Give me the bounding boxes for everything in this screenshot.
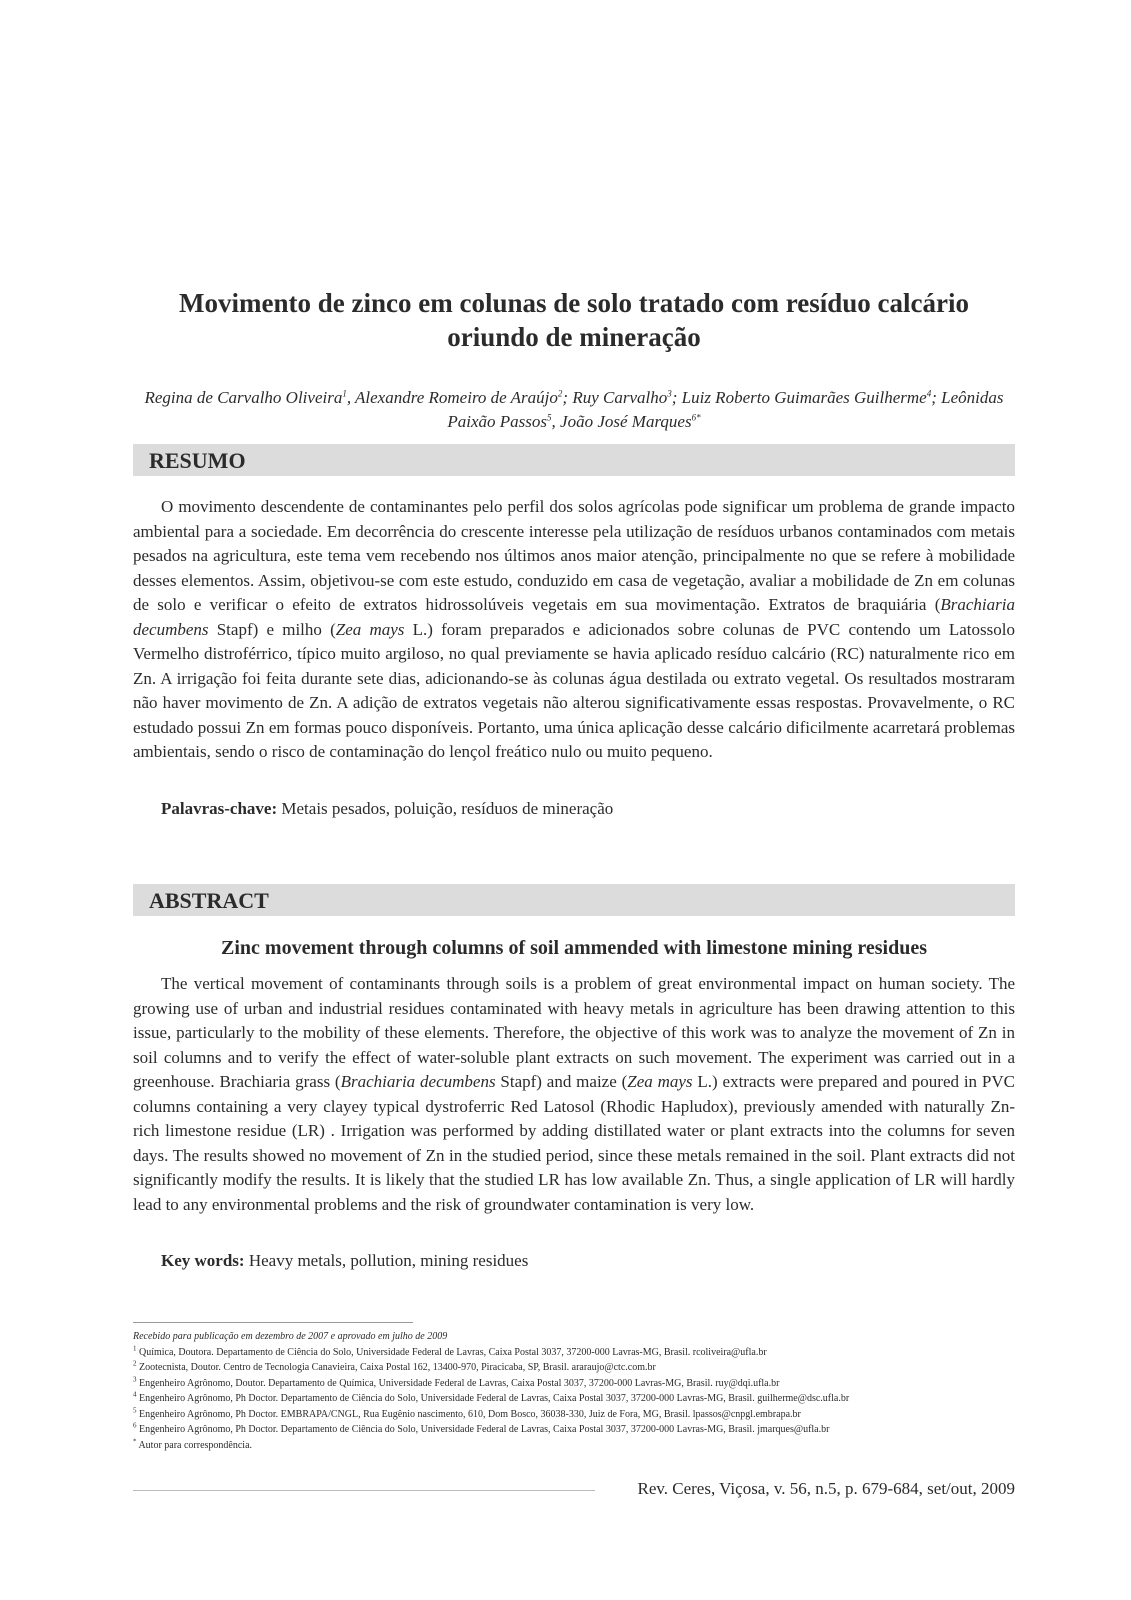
species-name: Zea mays: [627, 1072, 693, 1091]
title-line-1: Movimento de zinco em colunas de solo tratado com resíduo calcário: [179, 288, 969, 318]
abstract-heading: ABSTRACT: [149, 888, 269, 913]
keywords-label: Palavras-chave:: [161, 799, 278, 818]
species-name: Brachiaria decumbens: [133, 595, 1015, 639]
paper-title: [133, 286, 1015, 354]
received-note: Recebido para publicação em dezembro de 2007 e aprovado em julho de 2009: [133, 1331, 448, 1342]
author-mark: 3: [667, 388, 672, 399]
author-mark: 2: [557, 388, 563, 399]
abstract-body: The vertical movement of contaminants through soils is a problem of great environmental impact on human society. The growing use of urban and industrial residues contaminated with heavy metals in agriculture has been drawing attention to this issue, particularly to the mobility of these elements. Therefore, the objective of this work was to analyze the movement of Zn in soil columns and to verify the effect of water-soluble plant extracts on such movement. The experiment was carried out in a greenhouse. Brachiaria grass (Brachiaria decumbens Stapf) and maize (Zea mays L.) extracts were prepared and poured in PVC columns containing a very clayey typical dystroferric Red Latosol (Rhodic Hapludox), previously amended with naturally Zn-rich limestone residue (LR) . Irrigation was performed by adding distillated water or plant extracts into the columns for seven days. The results showed no movement of Zn in the studied period, since these metals remained in the soil. Plant extracts did not significantly modify the results. It is likely that the studied LR has low available Zn. Thus, a single application of LR will hardly lead to any environmental problems and the risk of groundwater contamination is very low.: [133, 974, 1015, 1214]
author-name: Ruy Carvalho: [572, 388, 668, 407]
footnote-item: $^3$ Engenheiro Agrônomo, Doutor. Departamento de Química, Universidade Federal de Lavras, Caixa Postal 3037, 37200-000 Lavras-MG, Brasil. ruy@dqi.ufla.br: [133, 1375, 780, 1389]
author-name: Luiz Roberto Guimarães Guilherme: [681, 388, 927, 407]
abstract-title: Zinc movement through columns of soil ammended with limestone mining residues: [221, 937, 927, 959]
footnote-item: $^6$ Engenheiro Agrônomo, Ph Doctor. Departamento de Ciência do Solo, Universidade Federal de Lavras, Caixa Postal 3037, 37200-000 Lavras-MG, Brasil. jmarques@ufla.br: [133, 1421, 830, 1435]
footer-divider: [133, 1490, 595, 1491]
species-name: Brachiaria decumbens: [340, 1072, 496, 1091]
footnotes: [133, 1329, 1015, 1453]
resumo-keywords: [161, 797, 613, 821]
resumo-heading-bar: [133, 444, 1015, 476]
keywords-text: Heavy metals, pollution, mining residues: [244, 1251, 529, 1270]
journal-reference: Rev. Ceres, Viçosa, v. 56, n.5, p. 679-684, set/out, 2009: [637, 1479, 1015, 1498]
author-name: Regina de Carvalho Oliveira: [144, 388, 343, 407]
author-name: João José Marques: [560, 412, 692, 431]
abstract-heading-bar: [133, 884, 1015, 916]
keywords-text: Metais pesados, poluição, resíduos de mineração: [277, 799, 614, 818]
resumo-heading: RESUMO: [149, 448, 246, 473]
author-name: Leônidas Paixão Passos: [447, 388, 1004, 431]
species-name: Zea mays: [335, 619, 405, 639]
footnote-item: $^1$ Química, Doutora. Departamento de Ciência do Solo, Universidade Federal de Lavras, Caixa Postal 3037, 37200-000 Lavras-MG, Brasil. rcoliveira@ufla.br: [133, 1344, 767, 1358]
author-mark: 5: [547, 412, 552, 423]
footnote-divider: [133, 1322, 413, 1323]
resumo-body: O movimento descendente de contaminantes pelo perfil dos solos agrícolas pode significar um problema de grande impacto ambiental para a sociedade. Em decorrência do crescente interesse pela utilização de resíduos urbanos contaminados com metais pesados na agricultura, este tema vem recebendo nos últimos anos maior atenção, principalmente no que se refere à mobilidade desses elementos. Assim, objetivou-se com este estudo, conduzido em casa de vegetação, avaliar a mobilidade de Zn em colunas de solo e verificar o efeito de extratos hidrossolúveis vegetais em sua movimentação. Extratos de braquiária (Brachiaria decumbens Stapf) e milho (Zea mays L.) foram preparados e adicionados sobre colunas de PVC contendo um Latossolo Vermelho distroférrico, típico muito argiloso, no qual previamente se havia aplicado resíduo calcário (RC) naturalmente rico em Zn. A irrigação foi feita durante sete dias, adicionando-se às colunas água destilada ou extrato vegetal. Os resultados mostraram não haver movimento de Zn. A adição de extratos vegetais não alterou significativamente essas respostas. Provavelmente, o RC estudado possui Zn em formas pouco disponíveis. Portanto, uma única aplicação desse calcário dificilmente acarretará problemas ambientais, sendo o risco de contaminação do lençol freático nulo ou muito pequeno.: [133, 497, 1015, 761]
keywords-label: Key words:: [161, 1251, 245, 1270]
author-list: Regina de Carvalho Oliveira$^1$, Alexandre Romeiro de Araújo$^2$; Ruy Carvalho$^3$; Luiz Roberto Guimarães Guilherme$^4$; Leônidas Paixão Passos$^5$, João José Marques$^{6*}$: [144, 388, 1004, 431]
footnote-item: * Autor para correspondência.: [133, 1437, 253, 1451]
abstract-keywords: [161, 1249, 528, 1273]
footnote-item: $^4$ Engenheiro Agrônomo, Ph Doctor. Departamento de Ciência do Solo, Universidade Federal de Lavras, Caixa Postal 3037, 37200-000 Lavras-MG, Brasil. guilherme@dsc.ufla.br: [133, 1390, 850, 1404]
author-mark: 1: [342, 388, 347, 399]
footnote-item: $^2$ Zootecnista, Doutor. Centro de Tecnologia Canavieira, Caixa Postal 162, 13400-970, Piracicaba, SP, Brasil. araraujo@ctc.com.br: [133, 1359, 656, 1373]
author-mark: 6*: [691, 412, 701, 423]
title-line-2: oriundo de mineração: [447, 322, 701, 352]
author-name: Alexandre Romeiro de Araújo: [355, 388, 558, 407]
author-mark: 4: [926, 388, 932, 399]
footnote-item: $^5$ Engenheiro Agrônomo, Ph Doctor. EMBRAPA/CNGL, Rua Eugênio nascimento, 610, Dom Bosco, 36038-330, Juiz de Fora, MG, Brasil. lpassos@cnpgl.embrapa.br: [133, 1406, 801, 1420]
